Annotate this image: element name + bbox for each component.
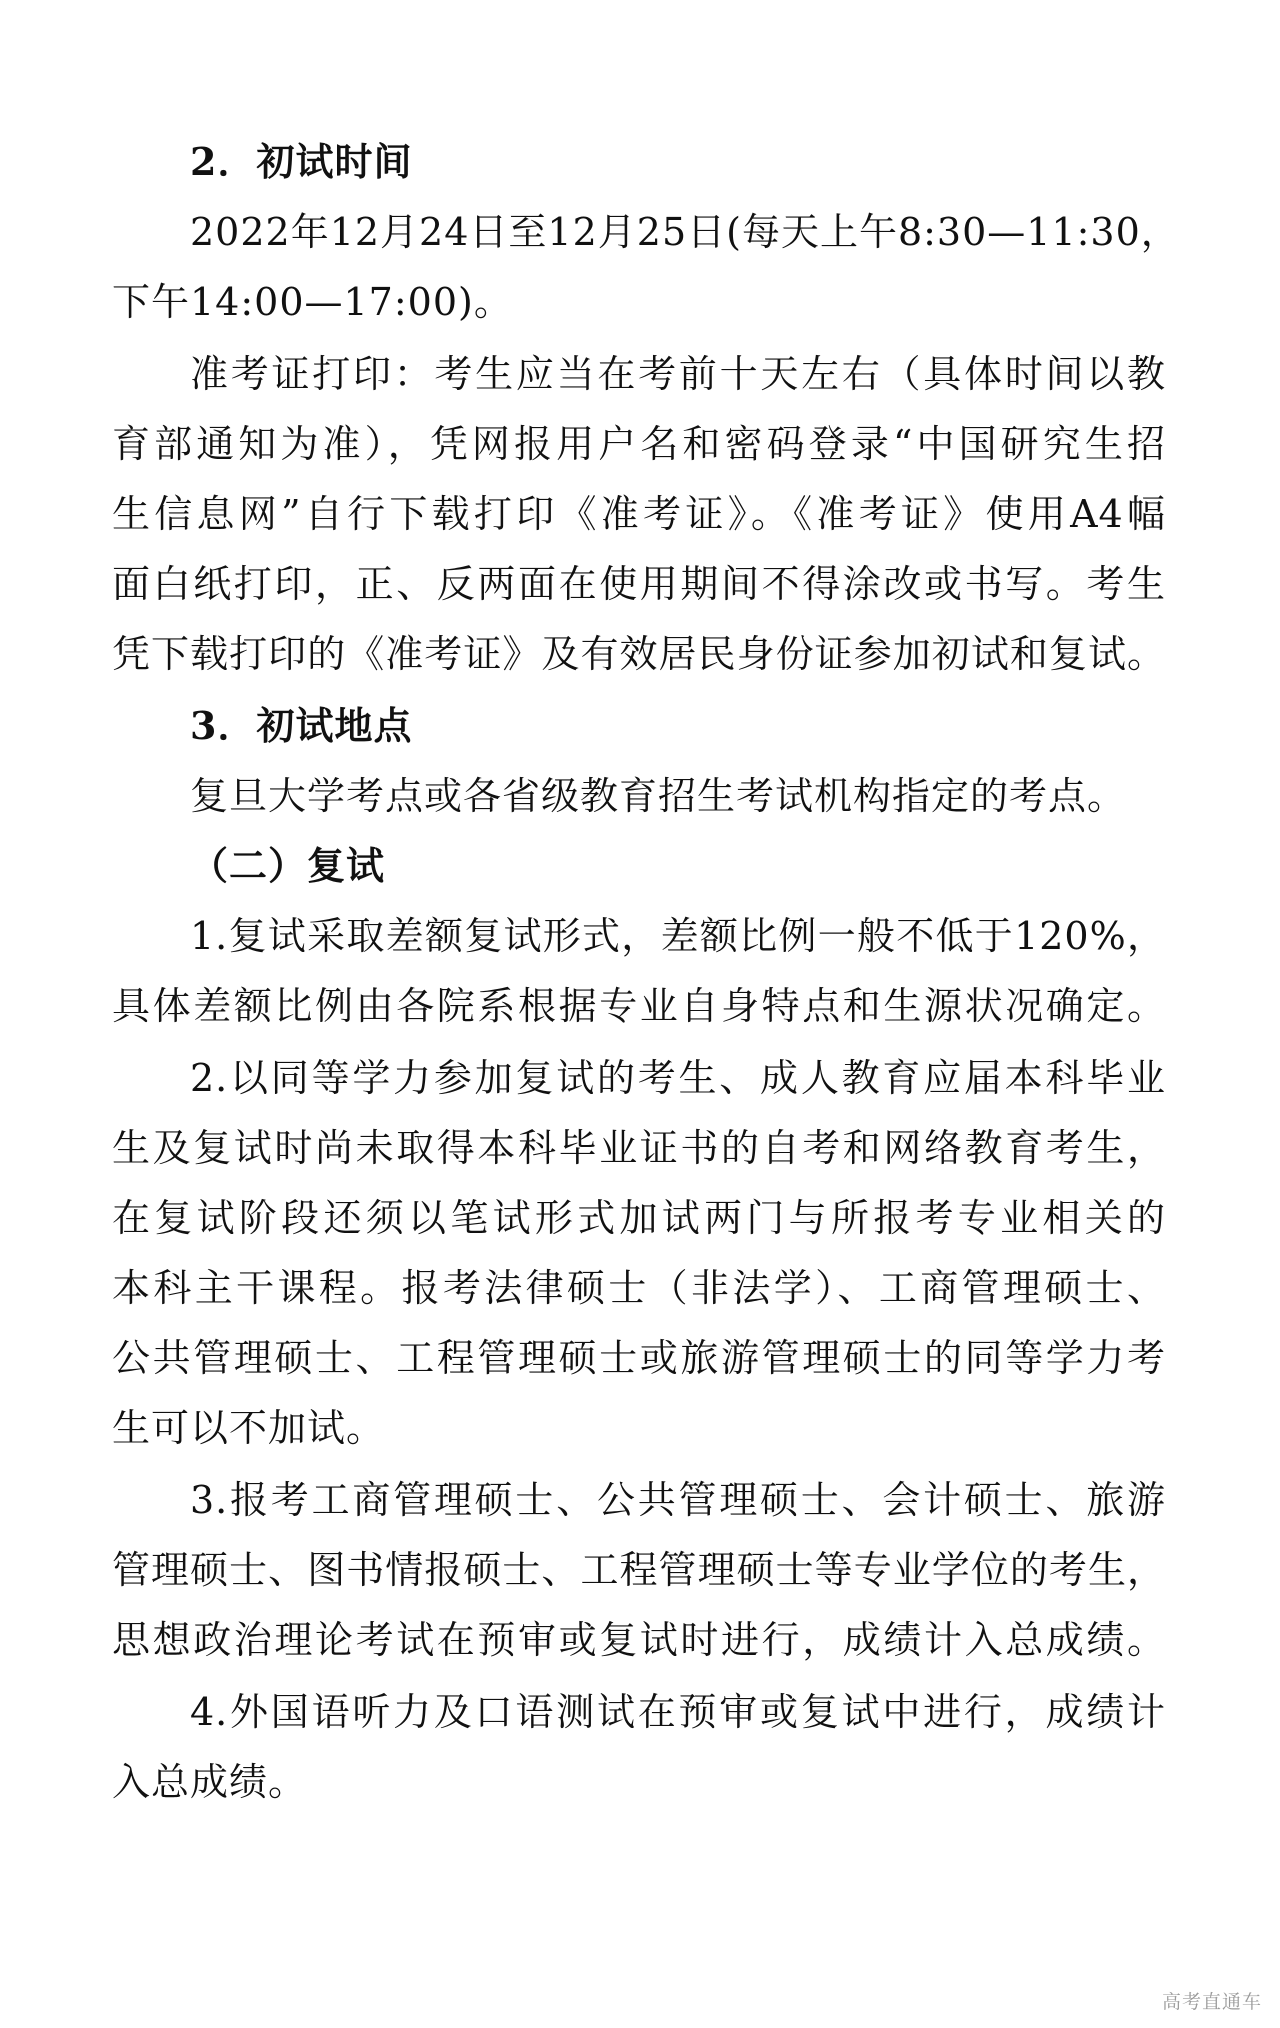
paragraph-line: 下午14:00—17:00)。: [112, 280, 513, 324]
paragraph-line: 复旦大学考点或各省级教育招生考试机构指定的考点。: [190, 774, 1127, 818]
paragraph-line: 生可以不加试。: [112, 1406, 386, 1450]
paragraph-line: 管理硕士、图书情报硕士、工程管理硕士等专业学位的考生，: [112, 1548, 1166, 1592]
heading-exam-time: 2．初试时间: [190, 139, 413, 184]
paragraph-line: 本科主干课程。报考法律硕士（非法学）、工商管理硕士、: [112, 1266, 1166, 1310]
paragraph-line: 思想政治理论考试在预审或复试时进行，成绩计入总成绩。: [112, 1618, 1166, 1662]
paragraph-line: 面白纸打印，正、反两面在使用期间不得涂改或书写。考生: [112, 562, 1166, 606]
paragraph-line: 生及复试时尚未取得本科毕业证书的自考和网络教育考生，: [112, 1126, 1166, 1170]
paragraph-line: 3.报考工商管理硕士、公共管理硕士、会计硕士、旅游: [190, 1478, 1166, 1522]
paragraph-line: 2022年12月24日至12月25日(每天上午8:30—11:30，: [190, 210, 1180, 254]
paragraph-line: 2.以同等学力参加复试的考生、成人教育应届本科毕业: [190, 1056, 1166, 1100]
paragraph-line: 在复试阶段还须以笔试形式加试两门与所报考专业相关的: [112, 1196, 1166, 1240]
paragraph-line: 凭下载打印的《准考证》及有效居民身份证参加初试和复试。: [112, 632, 1166, 676]
paragraph-line: 入总成绩。: [112, 1760, 308, 1804]
heading-exam-place: 3．初试地点: [190, 703, 413, 748]
heading-retest: （二）复试: [190, 843, 386, 888]
paragraph-line: 具体差额比例由各院系根据专业自身特点和生源状况确定。: [112, 984, 1166, 1028]
paragraph-line: 准考证打印：考生应当在考前十天左右（具体时间以教: [190, 352, 1166, 396]
paragraph-line: 公共管理硕士、工程管理硕士或旅游管理硕士的同等学力考: [112, 1336, 1166, 1380]
paragraph-line: 育部通知为准），凭网报用户名和密码登录“中国研究生招: [112, 422, 1166, 466]
paragraph-line: 1.复试采取差额复试形式，差额比例一般不低于120%，: [190, 914, 1166, 958]
paragraph-line: 生信息网”自行下载打印《准考证》。《准考证》使用A4幅: [112, 492, 1166, 536]
watermark: 高考直通车: [1161, 1991, 1262, 2013]
paragraph-line: 4.外国语听力及口语测试在预审或复试中进行，成绩计: [190, 1690, 1166, 1734]
